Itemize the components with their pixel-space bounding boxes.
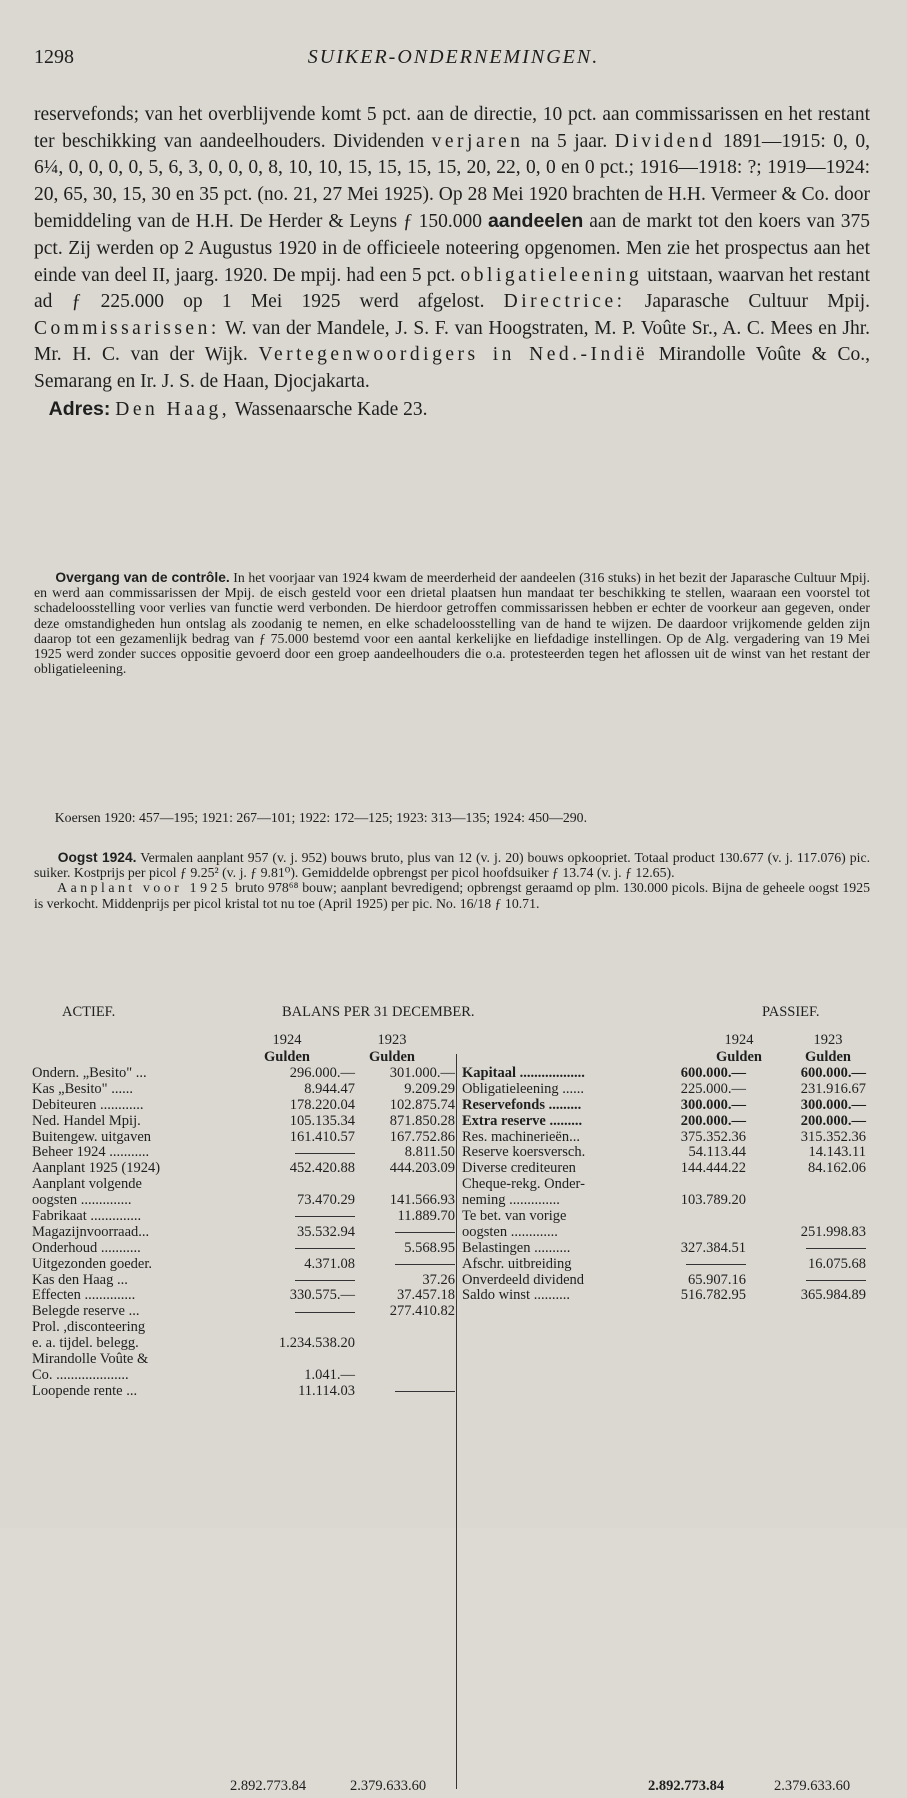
row-value: 600.000.— [800, 1065, 866, 1081]
section-text: bruto 978⁶⁸ bouw; aanplant bevredigend; opbrengst geraamd op plm. 130.000 picols. Bijna de geheele oogst 1925 is verkocht. Middenprijs per picol kristal tot nu toe (April 1925) per pic. No. 16/18 ƒ 10.71. [34, 880, 870, 911]
empty-dash [395, 1384, 455, 1400]
spaced-term: obligatieleening [460, 264, 643, 286]
row-label: Buitengew. uitgaven [32, 1128, 152, 1145]
row-value: 375.352.36 [680, 1128, 746, 1145]
row-value: 54.113.44 [688, 1144, 746, 1161]
empty-dash [395, 1225, 455, 1241]
row-value: 161.410.57 [289, 1128, 355, 1145]
oogst-section [34, 850, 870, 911]
row-value: 301.000.— [389, 1065, 455, 1081]
row-label: Effecten .............. [32, 1287, 136, 1304]
unit-label: Gulden [716, 1049, 762, 1065]
balance-row [462, 1098, 874, 1114]
actief-rows [32, 1066, 457, 1400]
dash-line [806, 1280, 866, 1281]
row-label: Res. machinerieën... [462, 1128, 580, 1145]
balance-row [32, 1209, 457, 1225]
text-segment: Mirandolle Voûte & Co., Semarang en Ir. J. S. de Haan, Djocjakarta. [34, 344, 871, 392]
balance-row [32, 1336, 457, 1352]
row-value: 277.410.82 [389, 1303, 455, 1320]
spaced-term: verjaren [431, 130, 524, 152]
row-value: 167.752.86 [389, 1128, 455, 1145]
description-paragraph [34, 102, 870, 396]
unit-row [32, 1049, 457, 1066]
balance-row [32, 1130, 457, 1146]
balance-row [462, 1177, 874, 1193]
address-city: Den Haag, [115, 398, 231, 420]
balance-row [32, 1098, 457, 1114]
empty-dash [295, 1209, 355, 1225]
row-value: 4.371.08 [304, 1255, 355, 1272]
balance-row [32, 1352, 457, 1368]
row-value: 35.532.94 [297, 1223, 355, 1240]
row-value: 105.135.34 [289, 1112, 355, 1129]
empty-dash [686, 1257, 746, 1273]
row-value: 8.944.47 [304, 1080, 355, 1097]
row-value: 102.875.74 [389, 1096, 455, 1113]
text-segment: na 5 jaar. [531, 130, 608, 152]
dash-line [806, 1248, 866, 1249]
row-value: 315.352.36 [800, 1128, 866, 1145]
balance-row [462, 1288, 874, 1304]
row-value: 5.568.95 [404, 1239, 455, 1256]
row-label: Debiteuren ............ [32, 1096, 144, 1113]
row-value: 327.384.51 [680, 1239, 746, 1256]
empty-dash [806, 1241, 866, 1257]
text-segment: Japarasche Cultuur Mpij. [644, 291, 871, 313]
page-header [0, 46, 907, 72]
dash-line [686, 1264, 746, 1265]
row-label: Belegde reserve ... [32, 1303, 140, 1320]
row-label: Reserve koersversch. [462, 1144, 586, 1161]
dash-line [295, 1312, 355, 1313]
section-heading: Overgang van de contrôle. [55, 570, 230, 585]
year-row [32, 1032, 457, 1049]
row-value: 1.041.— [304, 1366, 355, 1383]
row-value: 251.998.83 [800, 1223, 866, 1240]
row-label: Uitgezonden goeder. [32, 1255, 152, 1272]
passief-rows [462, 1066, 874, 1304]
spaced-term: Commissarissen: [34, 317, 220, 339]
row-label: neming .............. [462, 1192, 560, 1209]
empty-dash [295, 1241, 355, 1257]
passief-label: PASSIEF. [762, 1004, 820, 1020]
row-label: Te bet. van vorige [462, 1208, 567, 1225]
row-label: Cheque-rekg. Onder- [462, 1176, 585, 1193]
row-label: Onverdeeld dividend [462, 1271, 585, 1288]
row-value: 14.143.11 [808, 1144, 866, 1161]
dash-line [295, 1280, 355, 1281]
koersen-text: Koersen 1920: 457—195; 1921: 267—101; 1922: 172—125; 1923: 313—135; 1924: 450—290. [54, 810, 588, 825]
balance-row [32, 1368, 457, 1384]
balance-row [32, 1193, 457, 1209]
totals-row [32, 1778, 874, 1798]
row-value: 225.000.— [680, 1080, 746, 1097]
overgang-section [34, 570, 870, 676]
empty-dash [295, 1304, 355, 1320]
text-segment: 1891—1915: 0, 0, 6¼, 0, 0, 0, 0, 5, 6, 3, 0, 0, 0, 8, 10, 10, 15, 15, 15, 15, 20, 22, 0, 0 en 0 pct.; 1916—1918: ?; 1919—1924: 20, 65, 30, 15, 30 en 35 pct. (no. 21, 27 Mei 1925). Op 28 Mei 1920 brachten de H.H. Vermeer & Co. door bemiddeling van de H.H. De Herder & Leyns ƒ 150.000 [34, 130, 871, 233]
unit-row [462, 1049, 874, 1066]
row-value: 73.470.29 [297, 1192, 355, 1209]
balance-row [32, 1225, 457, 1241]
total-passief-1924: 2.892.773.84 [648, 1778, 725, 1794]
balance-row [32, 1145, 457, 1161]
row-label: Prol. ,disconteering [32, 1319, 146, 1336]
balance-row [462, 1241, 874, 1257]
koersen-line [34, 810, 870, 825]
dash-line [295, 1153, 355, 1154]
row-label: Aanplant volgende [32, 1176, 142, 1193]
row-value: 200.000.— [680, 1112, 746, 1129]
address-line [34, 396, 870, 424]
row-label: oogsten .............. [32, 1192, 132, 1209]
unit-label: Gulden [369, 1049, 415, 1065]
row-value: 231.916.67 [800, 1080, 866, 1097]
row-value: 16.075.68 [808, 1255, 866, 1272]
row-label: Obligatieleening ...... [462, 1080, 585, 1097]
balance-row [32, 1161, 457, 1177]
balance-row [32, 1288, 457, 1304]
row-label: Beheer 1924 ........... [32, 1144, 150, 1161]
page-number: 1298 [34, 46, 74, 68]
row-label: Co. .................... [32, 1366, 129, 1383]
year-row [462, 1032, 874, 1049]
row-value: 144.444.22 [680, 1160, 746, 1177]
balance-row [32, 1304, 457, 1320]
empty-dash [295, 1273, 355, 1289]
dash-line [395, 1391, 455, 1392]
balance-row [462, 1257, 874, 1273]
balance-row [462, 1082, 874, 1098]
text-segment: W. van der Mandele, J. S. F. van Hoogstraten, M. P. Voûte Sr., A. C. Mees en Jhr. Mr. H. C. van der Wijk. [34, 317, 870, 366]
balance-row [32, 1257, 457, 1273]
balance-row [32, 1273, 457, 1289]
balance-row [32, 1241, 457, 1257]
spaced-term: Directrice: [503, 291, 626, 313]
balance-row [32, 1066, 457, 1082]
row-value: 11.114.03 [298, 1382, 355, 1399]
empty-dash [295, 1145, 355, 1161]
row-label: Kas „Besito" ...... [32, 1080, 133, 1097]
row-value: 200.000.— [800, 1112, 866, 1129]
row-label: Kapitaal .................. [462, 1065, 585, 1081]
row-label: Kas den Haag ... [32, 1271, 128, 1288]
row-value: 330.575.— [289, 1287, 355, 1304]
row-label: Saldo winst .......... [462, 1287, 570, 1304]
row-value: 516.782.95 [680, 1287, 746, 1304]
balance-header [32, 1004, 874, 1032]
row-value: 452.420.88 [289, 1160, 355, 1177]
row-value: 300.000.— [800, 1096, 866, 1113]
row-label: oogsten ............. [462, 1223, 558, 1240]
balance-row [32, 1384, 457, 1400]
row-value: 178.220.04 [289, 1096, 355, 1113]
dash-line [295, 1248, 355, 1249]
row-label: Onderhoud ........... [32, 1239, 141, 1256]
row-label: Extra reserve ......... [462, 1112, 583, 1129]
row-label: Ondern. „Besito" ... [32, 1065, 147, 1081]
balance-row [32, 1177, 457, 1193]
row-value: 37.457.18 [397, 1287, 455, 1304]
row-value: 65.907.16 [688, 1271, 746, 1288]
unit-label: Gulden [264, 1049, 310, 1065]
row-value: 444.203.09 [389, 1160, 455, 1177]
balance-row [462, 1114, 874, 1130]
row-value: 84.162.06 [808, 1160, 866, 1177]
balance-row [32, 1082, 457, 1098]
spaced-term: Aanplant voor 1925 [57, 880, 232, 896]
text-segment: reservefonds; van het overblijvende komt 5 pct. aan de directie, 10 pct. aan commissarissen en het restant ter beschikking van aandeelhouders. Dividenden [34, 104, 870, 152]
balance-row [462, 1209, 874, 1225]
balance-row [462, 1193, 874, 1209]
row-label: Reservefonds ......... [462, 1096, 582, 1113]
address-label: Adres: [48, 397, 111, 420]
row-label: Fabrikaat .............. [32, 1208, 142, 1225]
balance-row [462, 1066, 874, 1082]
actief-label: ACTIEF. [62, 1004, 116, 1020]
dash-line [395, 1264, 455, 1265]
empty-dash [395, 1257, 455, 1273]
year-1924: 1924 [724, 1032, 754, 1048]
row-value: 37.26 [422, 1271, 455, 1288]
section-heading: Oogst 1924. [57, 850, 137, 865]
row-label: Belastingen .......... [462, 1239, 571, 1256]
spaced-term: Vertegenwoordigers in Ned.-Indië [258, 344, 649, 366]
row-label: Ned. Handel Mpij. [32, 1112, 141, 1129]
year-1923: 1923 [813, 1032, 843, 1048]
row-value: 141.566.93 [389, 1192, 455, 1209]
balance-title: BALANS PER 31 DECEMBER. [282, 1004, 475, 1020]
row-label: Afschr. uitbreiding [462, 1255, 572, 1272]
row-label: Diverse crediteuren [462, 1160, 576, 1177]
address-street: Wassenaarsche Kade 23. [234, 398, 428, 420]
row-label: Mirandolle Voûte & [32, 1351, 149, 1368]
balance-row [32, 1320, 457, 1336]
year-1924: 1924 [272, 1032, 302, 1048]
row-value: 365.984.89 [800, 1287, 866, 1304]
row-value: 9.209.29 [404, 1080, 455, 1097]
row-value: 300.000.— [680, 1096, 746, 1113]
actief-column [32, 1032, 457, 1400]
company-description [34, 102, 870, 423]
balance-sheet [32, 1004, 874, 1798]
dash-line [295, 1216, 355, 1217]
row-value: 1.234.538.20 [278, 1335, 355, 1352]
row-label: Magazijnvoorraad... [32, 1223, 150, 1240]
text-segment: uitstaan, waarvan het restant ad ƒ 225.000 op 1 Mei 1925 werd afgelost. [34, 264, 871, 313]
dash-line [395, 1232, 455, 1233]
unit-label: Gulden [805, 1049, 851, 1065]
section-text: In het voorjaar van 1924 kwam de meerderheid der aandeelen (316 stuks) in het bezit der Japarasche Cultuur Mpij. en werd aan commissarissen der Mpij. de eisch gesteld voor een drietal plaatsen hun mandaat ter beschikking te stellen, waaraan een voorstel tot schadeloosstelling voor verlies van functie werd verbonden. De hierdoor getroffen commissarissen hebben er echter de voorkeur aan gegeven, onder deze omstandigheden hun ontslag als zoodanig te nemen, en elke schadeloosstelling van de hand te wijzen. De daardoor vrijkomende gelden zijn daarop tot een gezamenlijk bedrag van ƒ 75.000 bestemd voor een aantal kerkelijke en liefdadige instellingen. Op de Alg. vergadering van 19 Mei 1925 werd zonder succes oppositie gevoerd door een groep aandeelhouders die o.a. protesteerden tegen het aflossen uit de winst van het restant der obligatieleening. [34, 570, 870, 677]
text-segment: aan de markt tot den koers van 375 pct. Zij werden op 2 Augustus 1920 in de officieele noteering opgenomen. Men zie het prospectus aan het einde van deel II, jaarg. 1920. De mpij. had een 5 pct. [34, 211, 870, 286]
row-label: e. a. tijdel. belegg. [32, 1335, 139, 1352]
bold-term: aandeelen [487, 210, 584, 233]
balance-columns [32, 1032, 874, 1772]
row-label: Aanplant 1925 (1924) [32, 1160, 161, 1177]
total-passief-1923: 2.379.633.60 [774, 1778, 851, 1794]
balance-row [462, 1225, 874, 1241]
row-label: Loopende rente ... [32, 1382, 138, 1399]
total-actief-1923: 2.379.633.60 [350, 1778, 427, 1794]
spaced-term: Dividend [614, 130, 716, 152]
row-value: 871.850.28 [389, 1112, 455, 1129]
row-value: 600.000.— [680, 1065, 746, 1081]
balance-row [462, 1273, 874, 1289]
row-value: 11.889.70 [397, 1208, 455, 1225]
balance-row [462, 1161, 874, 1177]
passief-column [462, 1032, 874, 1304]
section-text: Vermalen aanplant 957 (v. j. 952) bouws bruto, plus van 12 (v. j. 20) bouws opkoopriet. Totaal product 130.677 (v. j. 117.076) pic. suiker. Kostprijs per picol ƒ 9.25² (v. j. ƒ 9.81⁰). Gemiddelde opbrengst per picol hoofdsuiker ƒ 13.74 (v. j. ƒ 12.65). [34, 850, 871, 881]
total-actief-1924: 2.892.773.84 [230, 1778, 307, 1794]
row-value: 8.811.50 [404, 1144, 455, 1161]
running-title: SUIKER-ONDERNEMINGEN. [307, 46, 600, 68]
balance-row [462, 1130, 874, 1146]
row-value: 296.000.— [289, 1065, 355, 1081]
empty-dash [806, 1273, 866, 1289]
year-1923: 1923 [377, 1032, 407, 1048]
balance-row [462, 1145, 874, 1161]
balance-row [32, 1114, 457, 1130]
row-value: 103.789.20 [680, 1192, 746, 1209]
